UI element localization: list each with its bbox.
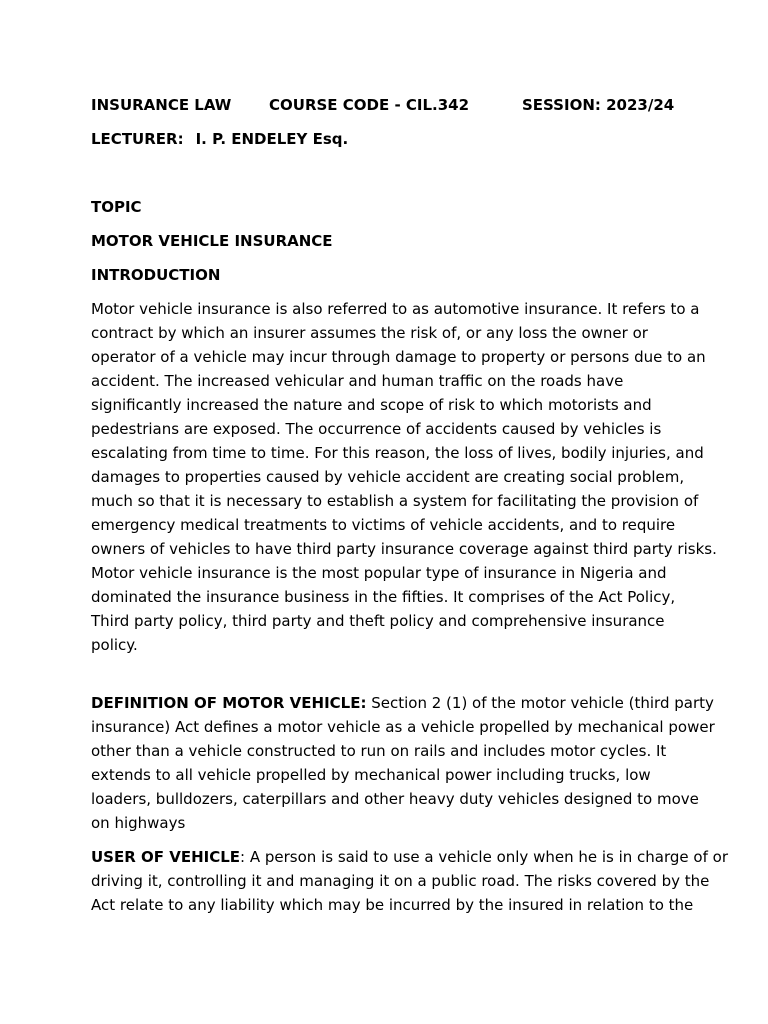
topic-label: TOPIC <box>91 198 142 216</box>
paragraph-line: extends to all vehicle propelled by mechanical power including trucks, low <box>91 766 651 784</box>
paragraph-line: owners of vehicles to have third party insurance coverage against third party risks. <box>91 540 717 558</box>
course-title: INSURANCE LAW <box>91 96 232 114</box>
paragraph-line: damages to properties caused by vehicle accident are creating social problem, <box>91 468 685 486</box>
definition-paragraph <box>91 691 715 835</box>
paragraph-line: significantly increased the nature and scope of risk to which motorists and <box>91 396 652 414</box>
definition-heading: DEFINITION OF MOTOR VEHICLE: <box>91 694 367 712</box>
lecturer-name: I. P. ENDELEY Esq. <box>195 130 349 148</box>
paragraph-line: operator of a vehicle may incur through damage to property or persons due to an <box>91 348 706 366</box>
paragraph-line: much so that it is necessary to establish a system for facilitating the provision of <box>91 492 699 510</box>
definition-text: Section 2 (1) of the motor vehicle (third party <box>366 694 714 712</box>
paragraph-line <box>91 845 728 869</box>
session: SESSION: 2023/24 <box>522 96 675 114</box>
paragraph-line: pedestrians are exposed. The occurrence of accidents caused by vehicles is <box>91 420 662 438</box>
topic-title: MOTOR VEHICLE INSURANCE <box>91 232 333 250</box>
paragraph-line: Motor vehicle insurance is also referred to as automotive insurance. It refers to a <box>91 300 700 318</box>
document-header <box>91 93 691 117</box>
introduction-paragraph <box>91 297 717 657</box>
paragraph-line: contract by which an insurer assumes the risk of, or any loss the owner or <box>91 324 648 342</box>
paragraph-line: driving it, controlling it and managing it on a public road. The risks covered by the <box>91 872 710 890</box>
lecturer-label: LECTURER: <box>91 130 184 148</box>
document-page <box>91 93 728 917</box>
user-of-vehicle-heading: USER OF VEHICLE <box>91 848 241 866</box>
paragraph-line: Act relate to any liability which may be incurred by the insured in relation to the <box>91 896 694 914</box>
paragraph-line: dominated the insurance business in the fifties. It comprises of the Act Policy, <box>91 588 676 606</box>
paragraph-line: insurance) Act defines a motor vehicle as a vehicle propelled by mechanical power <box>91 718 715 736</box>
paragraph-line: accident. The increased vehicular and human traffic on the roads have <box>91 372 624 390</box>
lecturer-line <box>91 127 691 151</box>
course-code: COURSE CODE - CIL.342 <box>269 96 470 114</box>
user-of-vehicle-paragraph <box>91 845 728 917</box>
user-of-vehicle-text: : A person is said to use a vehicle only when he is in charge of or <box>240 848 728 866</box>
paragraph-line: policy. <box>91 636 138 654</box>
introduction-heading: INTRODUCTION <box>91 266 221 284</box>
paragraph-line: other than a vehicle constructed to run on rails and includes motor cycles. It <box>91 742 667 760</box>
paragraph-line <box>91 691 714 715</box>
paragraph-line: Motor vehicle insurance is the most popular type of insurance in Nigeria and <box>91 564 667 582</box>
paragraph-line: emergency medical treatments to victims of vehicle accidents, and to require <box>91 516 676 534</box>
paragraph-line: escalating from time to time. For this reason, the loss of lives, bodily injuries, and <box>91 444 704 462</box>
paragraph-line: Third party policy, third party and theft policy and comprehensive insurance <box>91 612 665 630</box>
paragraph-line: on highways <box>91 814 186 832</box>
paragraph-line: loaders, bulldozers, caterpillars and other heavy duty vehicles designed to move <box>91 790 699 808</box>
